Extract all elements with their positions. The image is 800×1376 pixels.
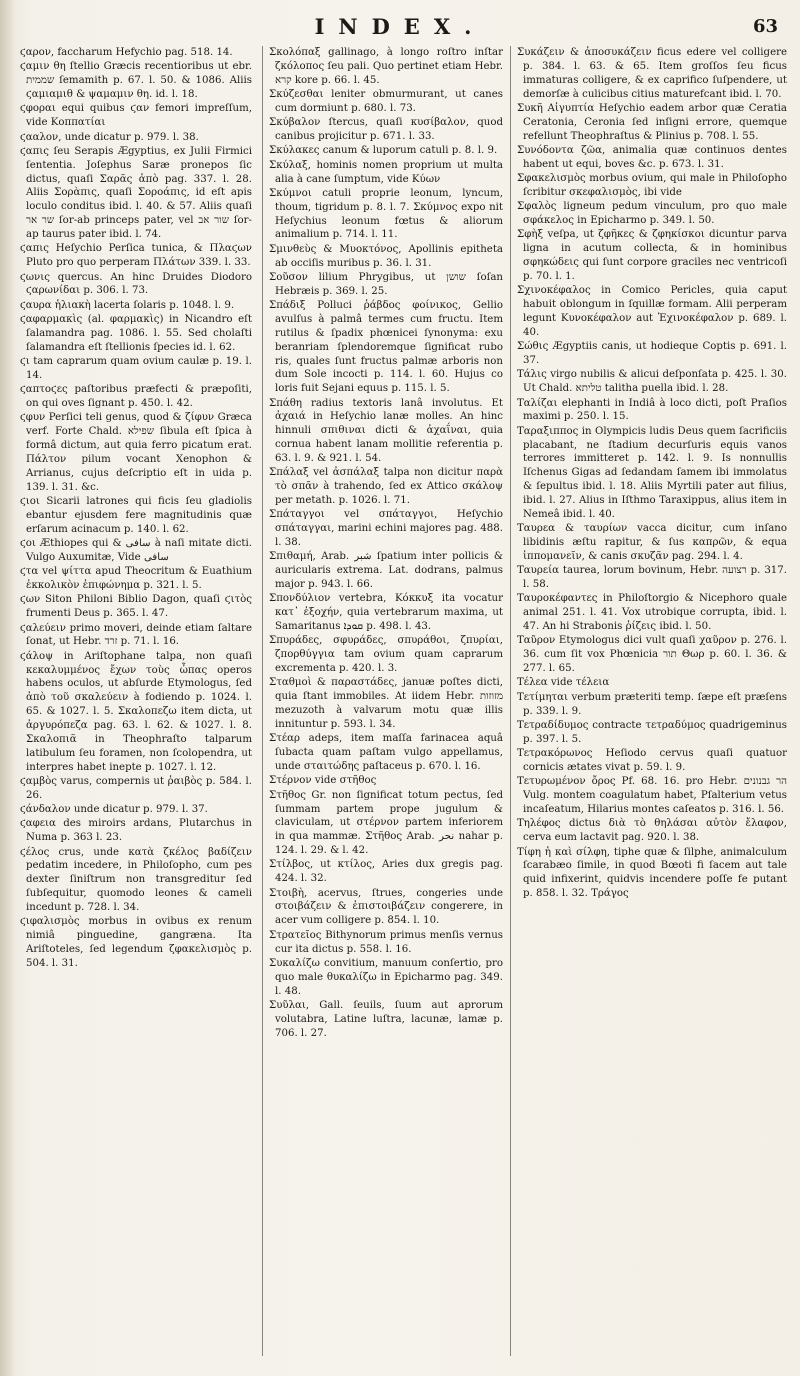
index-entry: Σπονδύλιον vertebra, Κόκκυξ ita vocatur κατ᾽ ἐξοχήν, quia vertebrarum maxima, ut Samaritanus ܩܘܕܐ p. 498. l. 43. xyxy=(269,593,503,633)
index-entry: Σκύζεσθαι leniter obmurmurant, ut canes cum dormiunt p. 680. l. 73. xyxy=(269,89,503,114)
index-entry: Τηλέφος dictus διὰ τὸ θηλάσαι αὐτὸν ἔλαφον, cerva eum lactavit pag. 920. l. 38. xyxy=(517,818,787,844)
index-entry: Στρατεῖος Bithynorum primus menſis vernus cur ita dictus p. 558. l. 16. xyxy=(269,929,503,955)
index-entry: Τετυρωμένον ὄρος Pf. 68. 16. pro Hebr. הר גבנונים Vulg. montem coagulatum habet, Pſalterium vetus incaſeatum, Hilarius montes caſeatos p. 316. l. 56. xyxy=(517,776,787,816)
index-entry: ϛααλον, unde dicatur p. 979. l. 38. xyxy=(20,131,199,143)
index-entry: Σταθμοὶ & παραστάδες, januæ poſtes dicti, quia ſtant immobiles. At iidem Hebr. מזוזות mezuzoth à valvarum motu quæ illis innituntur p. 593. l. 34. xyxy=(269,677,503,730)
index-entry: Σπάλαξ vel ἀσπάλαξ talpa non dicitur παρὰ τὸ σπᾶν à trahendo, ſed ex Attico σκάλοψ per metath. p. 1026. l. 71. xyxy=(269,467,503,506)
index-entry: ϛαλεύειν primo moveri, deinde etiam ſaltare ſonat, ut Hebr. זרד p. 71. l. 16. xyxy=(20,622,252,648)
index-entry: ϛαπτοϛες paſtoribus præfecti & præpoſiti, on qui oves ſignant p. 450. l. 42. xyxy=(20,384,252,410)
page-number: 63 xyxy=(752,16,778,37)
index-entry: ϛαυρα ἡλιακὴ lacerta ſolaris p. 1048. l. 9. xyxy=(20,299,235,311)
index-entry: Συκαλίζω convitium, manuum conſertio, pro quo male θυκαλίζω in Epicharmo pag. 349. l. 48. xyxy=(269,957,503,997)
index-entry: Συκῆ Αἰγυπτία Heſychio eadem arbor quæ Ceratia Ceratonia, Ceronia ſed inſigni errore, quemque refellunt Theophraſtus & Plinius p. 708. l. 55. xyxy=(517,102,787,142)
index-entry: Τετίμηται verbum præteriti temp. ſæpe eſt præſens p. 339. l. 9. xyxy=(517,691,787,717)
index-entry: Τετραδίδυμος contracte τετραδύμος quadrigeminus p. 397. l. 5. xyxy=(517,720,787,745)
index-entry: Σκύβαλον ſtercus, quaſi κυσίβαλον, quod canibus projicitur p. 671. l. 33. xyxy=(269,117,503,143)
index-entry: Στῆθος Gr. non ſignificat totum pectus, ſed ſummam partem prope jugulum & claviculam, ut στέρνον partem inferiorem in qua mammæ. Στῆθος Arab. نحر nahar p. 124. l. 29. & l. 42. xyxy=(269,789,503,857)
index-entry: Σκύμνοι catuli proprie leonum, lyncum, thoum, tigridum p. 8. l. 7. Σκύμνος expo nit Heſychius leonum fœtus & aliorum animalium p. 714. l. 11. xyxy=(269,187,503,241)
index-entry: Σκύλαξ, hominis nomen proprium ut multa alia à cane ſumptum, vide Κύων xyxy=(269,159,503,185)
index-entry: ϛφοραι equi quibus ϛαν femori impreſſum, vide Κοππατίαι xyxy=(20,103,252,129)
index-entry: ϛέλος crus, unde κατὰ ζκέλος βαδίζειν pedatim incedere, in Philoſopho, cum pes dexter ſiniſtrum non transgreditur ſed ſubſequitur, quomodo leones & cameli incedunt p. 728. l. 34. xyxy=(20,846,252,913)
index-entry: Τίφη ἡ καὶ σίλφη, tiphe quæ & ſilphe, animalculum ſcarabæo ſimile, in quod Bœoti fi ſacem aut tale quid infixerint, quidvis incendere poſſe fe putant p. 858. l. 32. Τράγος xyxy=(517,846,787,900)
index-entry: Τάλις virgo nubilis & alicui deſponſata p. 425. l. 30. Ut Chald. טליתא talitha puella ibid. l. 28. xyxy=(517,369,787,395)
index-entry: ϛαφαρμακὶς (al. φαρμακὶς) in Nicandro eſt ſalamandra pag. 1086. l. 55. Sed cholaſti ſalamandra eſt ſtellionis ſpecies id. l. 62. xyxy=(20,314,252,353)
index-entry: ϛαπις ſeu Serapis Ægyptius, ex Julii Firmici ſententia. Joſephus Saræ pronepos ſic dictus, quaſi Σαρᾶς ἀπὸ pag. 337. l. 28. Aliis Σορὰπις, quaſi Σοροάπις, id eſt apis loculo conditus ibid. l. 40. & 57. Aliis quaſi שר אר ſor-ab princeps pater, vel שור אב ſor-ap taurus pater ibid. l. 74. xyxy=(20,145,252,240)
index-entry: Ταυροκέφαντες in Philoſtorgio & Nicephoro quale animal 251. l. 41. Vox utrobique corrupta, ibid. l. 47. An hi Strabonis ῥίζεις ibid. l. 50. xyxy=(517,593,787,633)
running-title: INDEX. xyxy=(314,14,486,39)
index-entry: Σπάταγγοι vel σπάταγγοι, Heſychio σπάταγγαι, marini echini majores pag. 488. l. 38. xyxy=(269,509,503,549)
index-entry: ϛοι Æthiopes qui & سافى à naſi mitate dicti. Vulgo Auxumitæ, Vide سافى xyxy=(20,538,252,563)
index-entry: Ταλίζαι elephanti in Indiâ à loco dicti, poſt Praſios maximi p. 250. l. 15. xyxy=(517,397,787,423)
index-entry: ϛτα vel ψίττα apud Theocritum & Euathium ἐκκολικὸν ἐπιφώνημα p. 321. l. 5. xyxy=(20,566,252,592)
index-entry: Συκάζειν & ἀποσυκάζειν ficus edere vel colligere p. 384. l. 63. & 65. Item groſſos ſeu ficus immaturas colligere, & ex caprifico ſuſpendere, ut demorſæ à culicibus citius maturefcant ibid. l. 70. xyxy=(517,47,787,100)
index-entry: ϛιφαλισμὸς morbus in ovibus ex renum nimiâ pinguedine, gangræna. Ita Ariſtoteles, ſed legendum ζφακελισμὸς p. 504. l. 31. xyxy=(20,916,252,969)
page-header xyxy=(0,14,800,46)
index-entry: ϛάλοψ in Ariſtophane talpa, non quaſi κεκαλυμμένος ἔχων τοὺς ὦπας operos habens oculos, ut abſurde Etymologus, ſed ἀπὸ τοῦ σκαλεύειν à fodiendo p. 1024. l. 65. & 1027. l. 5. Σκαλοπεζω item dicta, ut ἀργυρόπεζα pag. 63. l. 62. & 1027. l. 8. Σκαλοπιᾶ in Theophraſto talparum latibulum ſeu foramen, non ſcolopendra, ut interpres habet inepte p. 1027. l. 12. xyxy=(20,650,252,773)
index-entry: Σώθις Ægyptiis canis, ut hodieque Coptis p. 691. l. 37. xyxy=(517,341,787,367)
index-entry: Ταυρεία taurea, lorum bovinum, Hebr. רצועה p. 317. l. 58. xyxy=(517,565,787,591)
index-entry: Σκύλακες canum & luporum catuli p. 8. l. 9. xyxy=(269,145,498,157)
index-entry: ϛαπις Heſychio Perſica tunica, & Πλαϛων Pluto pro quo perperam Πλάτων 339. l. 33. xyxy=(20,243,252,269)
index-entry: Σφαλὸς ligneum pedum vinculum, pro quo male σφάκελος in Epicharmo p. 349. l. 50. xyxy=(517,201,787,227)
index-entry: ϛι tam caprarum quam ovium caulæ p. 19. l. 14. xyxy=(20,356,252,381)
index-entry: Ταραξιππος in Olympicis ludis Deus quem ſacrificiis placabant, ne ſtadium decurſuris equis vanos terrores immitteret p. 142. l. 9. Is nonnullis Iſchenus Gigas ad ſedandam ſamem ibi immolatus & ſepultus ibid. l. 18. Aliis Myrtili pater aut filius, ibid. l. 27. Alius in Iſthmo Taraxippus, alius item in Nemeâ ibid. l. 40. xyxy=(517,425,787,520)
index-entry: ϛάνδαλον unde dicatur p. 979. l. 37. xyxy=(20,804,208,816)
index-entry: Σφὴξ veſpa, ut ζφῆκες & ζφηκίσκοι dicuntur parva ligna in acutum collecta, & in hominibus σφηκώδεις qui ſunt corpore graciles nec ventricoſi p. 70. l. 1. xyxy=(517,229,787,282)
index-entry: Ταῦρον Etymologus dici vult quaſi χαῦρον p. 276. l. 36. cum ſit vox Phœnicia תור Θωρ p. 60. l. 36. & 277. l. 65. xyxy=(517,635,787,675)
index-entry: ϛφυν Perſici teli genus, quod & ζίφυν Græca verf. Forte Chald. שפילא ſibula eſt ſpica à formâ dictum, aut quia ferro picatum erat. Πάλτον pilum vocant Xenophon & Arrianus, cujus deſcriptio eſt in uida p. 139. l. 31. &c. xyxy=(20,412,252,493)
index-entry: Στοιβὴ, acervus, ſtrues, congeries unde στοιβάζειν & ἐπιστοιβάζειν congerere, in acer vum colligere p. 854. l. 10. xyxy=(269,887,503,927)
index-entry: Σοῦσον lilium Phrygibus, ut שושן ſoſan Hebræis p. 369. l. 25. xyxy=(269,272,503,297)
index-entry: Τέλεα vide τέλεια xyxy=(517,677,610,689)
index-entry: ϛωνις quercus. An hinc Druides Diodoro ϛαρωνίδαι p. 306. l. 73. xyxy=(20,271,252,297)
index-column-1 xyxy=(20,46,252,1356)
index-entry: Σπάθη radius textoris lanâ involutus. Et ἀχαιά in Heſychio lanæ molles. An hinc hinnuli σπιθιναι dicti & ἀχαΐναι, quia cornua habent lanam mollitie referentia p. 63. l. 9. & 921. l. 54. xyxy=(269,397,503,464)
index-entry: Σπάδιξ Polluci ῥάβδος φοίνικος, Gellio avulſus à palmâ termes cum fructu. Item rutilus & ſpadix phœnicei ſynonyma: exu beranriam ſplendoremque ſignificat rubo ris, quales ſunt fructus palmæ arboris non dum Sole incocti p. 114. l. 60. Hujus co loris fuit Sejani equus p. 115. l. 5. xyxy=(269,300,503,395)
index-entry: ϛαφεια des miroirs ardans, Plutarchus in Numa p. 363 l. 23. xyxy=(20,818,252,844)
index-entry: Σχινοκέφαλος in Comico Pericles, quia caput habuit oblongum in ſquillæ formam. Alii perperam legunt Κυνοκέφαλον aut Ἐχινοκέφαλον p. 689. l. 40. xyxy=(517,285,787,338)
index-entry: ϛων Siton Philoni Biblio Dagon, quaſi ϛιτὸς frumenti Deus p. 365. l. 47. xyxy=(20,594,252,620)
index-entry: ϛιοι Sicarii latrones qui ficis ſeu gladiolis ebantur ejusdem fere magnitudinis quæ erſarum acinacum p. 140. l. 62. xyxy=(20,496,252,535)
index-entry: Σμινθεὺς & Μυοκτόνος, Apollinis epitheta ab occiſis muribus p. 36. l. 31. xyxy=(269,243,503,269)
index-entry: Σκολόπαξ gallinago, à longo roſtro inſtar ζκόλοπος ſeu pali. Quo pertinet etiam Hebr. קרא kore p. 66. l. 45. xyxy=(269,47,503,86)
page-gutter xyxy=(0,0,14,1376)
index-entry: Τετρακόρωνος Heſiodo cervus quaſi quatuor cornicis ætates vivat p. 59. l. 9. xyxy=(517,748,787,774)
index-entry: ϛαρον, faccharum Hefychio pag. 518. 14. xyxy=(20,47,233,58)
index-entry: Συνόδοντα ζῶα, animalia quæ continuos dentes habent ut equi, boves &c. p. 673. l. 31. xyxy=(517,144,787,170)
index-entry: ϛαμβὸς varus, compernis ut ῥαιβὸς p. 584. l. 26. xyxy=(20,775,252,801)
index-entry: Στίλβος, ut κτίλος, Aries dux gregis pag. 424. l. 32. xyxy=(269,859,503,885)
index-entry: Στέρνον vide στῆθος xyxy=(269,775,377,787)
index-column-3 xyxy=(510,46,787,1356)
index-entry: Σφακελισμὸς morbus ovium, qui male in Philoſopho ſcribitur σκεφαλισμὸς, ibi vide xyxy=(517,173,787,198)
index-entry: ϛαμιν θη ſtellio Græcis recentioribus ut ebr. שממית ſemamith p. 67. l. 50. & 1086. Aliis ϛαμιαμιθ & ψαμαμιν θη. id. l. 18. xyxy=(20,61,252,101)
index-entry: Ταυρεα & ταυρίων vacca dicitur, cum inſano libidinis æſtu rapitur, & ſus καπρῶν, & equa ἱππομανεῖν, & canis σκυζᾶν pag. 294. l. 4. xyxy=(517,523,787,562)
index-entry: Σπυράδες, σφυράδες, σπυράθοι, ζπυρίαι, ζπορθύγγια tam ovium quam caprarum excrementa p. 420. l. 3. xyxy=(269,635,503,675)
index-entry: Στέαρ adeps, item maſſa farinacea aquâ ſubacta quam paſtam vulgo appellamus, unde σταιτώδης paſtaceus p. 670. l. 16. xyxy=(269,733,503,773)
index-entry: Συῦλαι, Gall. ſeuils, ſuum aut aprorum volutabra, Latine luſtra, lacunæ, lamæ p. 706. l. 27. xyxy=(269,999,503,1039)
index-column-2 xyxy=(262,46,503,1356)
index-entry: Σπιθαμή, Arab. شبر ſpatium inter pollicis & auricularis extrema. Lat. dodrans, palmus major p. 943. l. 66. xyxy=(269,551,503,591)
